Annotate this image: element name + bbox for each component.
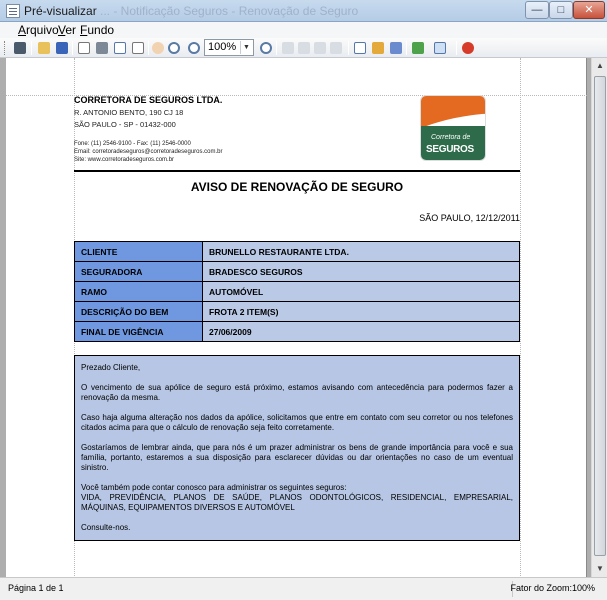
zoom-select-value: 100% [208,41,237,53]
print-preview-icon[interactable] [112,40,128,56]
company-logo [420,95,486,161]
info-label: DESCRIÇÃO DO BEM [75,302,203,322]
letter-paragraph: Você também pode contar conosco para administrar os seguintes seguros: [81,483,347,492]
info-label: SEGURADORA [75,262,203,282]
binoculars-icon[interactable] [12,40,28,56]
info-value: BRADESCO SEGUROS [203,262,520,282]
zoom-in-icon[interactable] [258,40,274,56]
zoom-factor: Fator do Zoom:100% [510,583,595,593]
status-bar [0,577,607,600]
watermark-icon[interactable] [388,40,404,56]
info-value: 27/06/2009 [203,322,520,342]
scroll-up-icon[interactable]: ▲ [596,61,604,70]
chevron-down-icon[interactable]: ▼ [240,41,252,54]
toolbar [0,38,607,58]
preview-area[interactable] [0,58,607,577]
letter-closing: Consulte-nos. [81,523,131,532]
letter-body [74,355,520,541]
table-row [75,242,520,262]
info-label: RAMO [75,282,203,302]
window-title: Pré-visualizar [24,4,97,18]
window-ghost-title: ... - Notificação Seguros - Renovação de Seguro [100,4,359,18]
find-icon[interactable] [130,40,146,56]
close-preview-icon[interactable] [460,40,476,56]
zoom-select[interactable] [204,39,254,56]
logo-text-line2: SEGUROS [426,144,474,155]
next-page-icon[interactable] [312,40,328,56]
logo-text-line1: Corretora de [431,134,471,141]
margin-guide [520,58,521,577]
contact-line: Site: www.corretoradeseguros.com.br [74,157,175,163]
magnifier-icon[interactable] [166,40,182,56]
letter-greeting: Prezado Cliente, [81,363,141,372]
letter-paragraph: O vencimento de sua apólice de seguro está próximo, estamos avisando com antecedência para podermos fazer a renovação da mesma. [81,383,513,402]
document-title: AVISO DE RENOVAÇÃO DE SEGURO [190,180,404,194]
scroll-down-icon[interactable]: ▼ [596,564,604,573]
info-label: FINAL DE VIGÊNCIA [75,322,203,342]
info-value: FROTA 2 ITEM(S) [203,302,520,322]
open-icon[interactable] [36,40,52,56]
menu-ver[interactable]: Ver [58,23,77,37]
menu-bar [0,22,607,38]
report-page [6,58,587,577]
close-window-button[interactable]: ✕ [573,1,605,19]
first-page-icon[interactable] [280,40,296,56]
multi-page-icon[interactable] [352,40,368,56]
background-icon[interactable] [370,40,386,56]
header-divider [74,170,520,172]
email-icon[interactable] [432,40,448,56]
page-count: Página 1 de 1 [8,583,64,593]
print-icon[interactable] [94,40,110,56]
table-row [75,322,520,342]
letter-insurance-list: VIDA, PREVIDÊNCIA, PLANOS DE SAÚDE, PLANOS ODONTOLÓGICOS, RESIDENCIAL, EMPRESARIAL, MÁQUINAS, EQUIPAMENTOS DIVERSOS E AUTOMÓVEL [81,493,513,512]
vertical-scrollbar[interactable] [591,58,607,577]
last-page-icon[interactable] [328,40,344,56]
zoom-out-icon[interactable] [186,40,202,56]
address-line: R. ANTONIO BENTO, 190 CJ 18 [74,108,184,117]
hand-icon[interactable] [150,40,166,56]
contact-line: Email: corretoradeseguros@corretoradeseguros.com.br [74,149,223,155]
window-titlebar [0,0,607,22]
page-setup-icon[interactable] [76,40,92,56]
letter-paragraph: Caso haja alguma alteração nos dados da apólice, solicitamos que entre em contato com seu corretor ou nos telefones citados acima para que o cálculo de renovação seja feito corretamente. [81,413,513,432]
menu-arquivo[interactable]: Arquivo [18,23,59,37]
info-value: AUTOMÓVEL [203,282,520,302]
table-row [75,282,520,302]
company-name: CORRETORA DE SEGUROS LTDA. [74,95,223,105]
save-icon[interactable] [54,40,70,56]
table-row [75,302,520,322]
menu-fundo[interactable]: Fundo [80,23,115,37]
preview-app-icon [6,4,20,18]
table-row [75,262,520,282]
prev-page-icon[interactable] [296,40,312,56]
info-value: BRUNELLO RESTAURANTE LTDA. [203,242,520,262]
minimize-button[interactable]: — [525,1,549,19]
maximize-button[interactable]: □ [549,1,573,19]
scrollbar-thumb[interactable] [594,76,606,556]
policy-info-table [74,241,520,342]
letter-paragraph: Gostaríamos de lembrar ainda, que para nós é um prazer administrar os bens de grande importância para você e sua família, portanto, estaremos a sua disposição para esclarecer dúvidas ou dar orientações no caso de um eventual sinistro. [81,443,513,472]
export-icon[interactable] [410,40,426,56]
address-line: SÃO PAULO - SP - 01432-000 [74,120,176,129]
info-label: CLIENTE [75,242,203,262]
document-date: SÃO PAULO, 12/12/2011 [419,213,520,223]
contact-line: Fone: (11) 2546-9100 - Fax: (11) 2546-0000 [74,141,191,147]
toolbar-grip[interactable] [4,41,7,55]
